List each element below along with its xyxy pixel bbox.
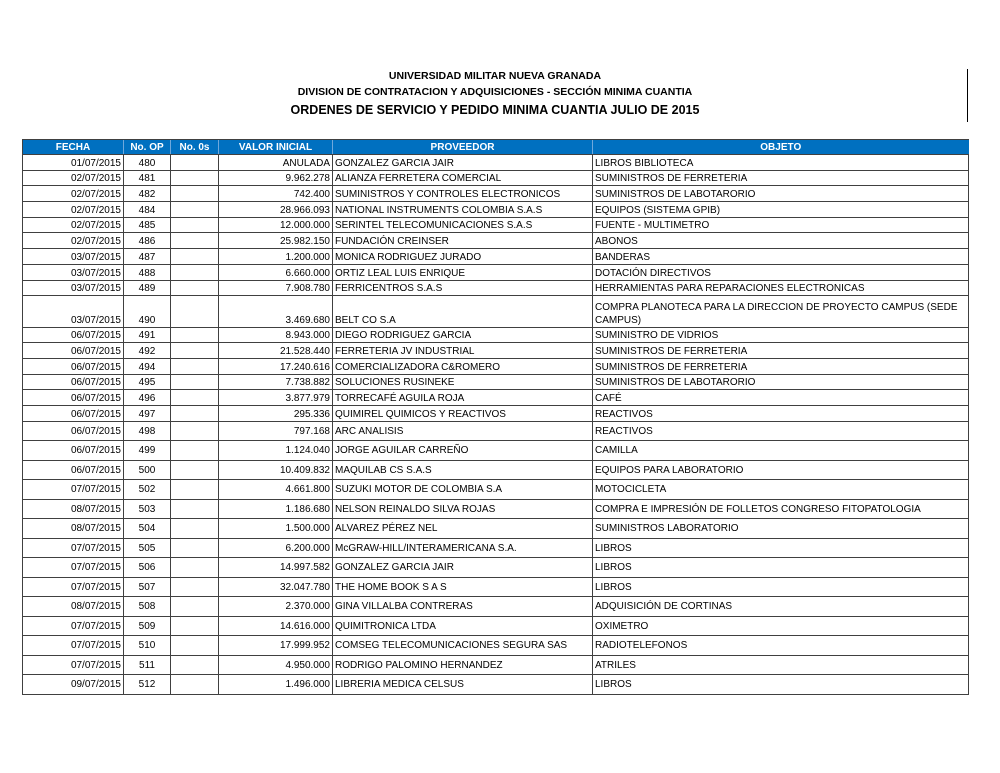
cell-os <box>171 616 219 636</box>
cell-op: 490 <box>124 296 171 328</box>
table-row <box>23 636 969 656</box>
table-row <box>23 538 969 558</box>
cell-objeto: LIBROS <box>593 538 969 558</box>
table-row <box>23 280 969 296</box>
cell-os <box>171 170 219 186</box>
cell-valor: 797.168 <box>219 421 333 441</box>
cell-objeto: SUMINISTROS DE LABOTARORIO <box>593 186 969 202</box>
table-row <box>23 406 969 422</box>
cell-fecha: 02/07/2015 <box>23 217 124 233</box>
cell-op: 503 <box>124 499 171 519</box>
cell-valor: 12.000.000 <box>219 217 333 233</box>
cell-objeto: LIBROS <box>593 675 969 695</box>
cell-proveedor: MAQUILAB CS S.A.S <box>333 460 593 480</box>
column-header-proveedor: PROVEEDOR <box>333 140 593 155</box>
table-body <box>23 155 969 695</box>
cell-os <box>171 186 219 202</box>
cell-valor: 10.409.832 <box>219 460 333 480</box>
cell-objeto: HERRAMIENTAS PARA REPARACIONES ELECTRONICAS <box>593 280 969 296</box>
cell-fecha: 09/07/2015 <box>23 675 124 695</box>
cell-fecha: 08/07/2015 <box>23 597 124 617</box>
table-row <box>23 616 969 636</box>
cell-objeto: FUENTE - MULTIMETRO <box>593 217 969 233</box>
cell-os <box>171 343 219 359</box>
cell-op: 511 <box>124 655 171 675</box>
cell-os <box>171 359 219 375</box>
cell-fecha: 02/07/2015 <box>23 202 124 218</box>
cell-op: 486 <box>124 233 171 249</box>
cell-op: 496 <box>124 390 171 406</box>
page-edge-divider <box>967 69 968 122</box>
table-row <box>23 186 969 202</box>
cell-objeto: ATRILES <box>593 655 969 675</box>
cell-fecha: 06/07/2015 <box>23 374 124 390</box>
cell-os <box>171 441 219 461</box>
cell-proveedor: ORTIZ LEAL LUIS ENRIQUE <box>333 264 593 280</box>
cell-valor: 14.616.000 <box>219 616 333 636</box>
institution-title: UNIVERSIDAD MILITAR NUEVA GRANADA <box>388 70 602 82</box>
report-title: ORDENES DE SERVICIO Y PEDIDO MINIMA CUANTIA JULIO DE 2015 <box>290 103 700 117</box>
cell-valor: 9.962.278 <box>219 170 333 186</box>
table-row <box>23 249 969 265</box>
cell-proveedor: GONZALEZ GARCIA JAIR <box>333 155 593 171</box>
cell-op: 481 <box>124 170 171 186</box>
cell-proveedor: ARC ANALISIS <box>333 421 593 441</box>
cell-valor: 742.400 <box>219 186 333 202</box>
table-row <box>23 655 969 675</box>
cell-valor: 25.982.150 <box>219 233 333 249</box>
cell-objeto: ADQUISICIÓN DE CORTINAS <box>593 597 969 617</box>
cell-proveedor: FERRETERIA JV INDUSTRIAL <box>333 343 593 359</box>
table-row <box>23 577 969 597</box>
cell-valor: 8.943.000 <box>219 327 333 343</box>
cell-valor: 2.370.000 <box>219 597 333 617</box>
cell-os <box>171 655 219 675</box>
cell-objeto: RADIOTELEFONOS <box>593 636 969 656</box>
cell-valor: 6.200.000 <box>219 538 333 558</box>
cell-op: 500 <box>124 460 171 480</box>
cell-fecha: 02/07/2015 <box>23 186 124 202</box>
cell-objeto: SUMINISTROS DE FERRETERIA <box>593 170 969 186</box>
cell-proveedor: SUMINISTROS Y CONTROLES ELECTRONICOS <box>333 186 593 202</box>
cell-proveedor: McGRAW-HILL/INTERAMERICANA S.A. <box>333 538 593 558</box>
cell-op: 482 <box>124 186 171 202</box>
column-header-fecha: FECHA <box>23 140 124 155</box>
table-row <box>23 558 969 578</box>
cell-valor: 14.997.582 <box>219 558 333 578</box>
cell-objeto: EQUIPOS (SISTEMA GPIB) <box>593 202 969 218</box>
cell-os <box>171 249 219 265</box>
table-row <box>23 343 969 359</box>
cell-op: 510 <box>124 636 171 656</box>
cell-valor: 7.738.882 <box>219 374 333 390</box>
table-row <box>23 155 969 171</box>
cell-valor: 17.999.952 <box>219 636 333 656</box>
cell-op: 498 <box>124 421 171 441</box>
cell-fecha: 07/07/2015 <box>23 616 124 636</box>
cell-valor: 4.661.800 <box>219 480 333 500</box>
cell-os <box>171 499 219 519</box>
table-row <box>23 217 969 233</box>
table-row <box>23 170 969 186</box>
table-row <box>23 264 969 280</box>
cell-op: 497 <box>124 406 171 422</box>
cell-objeto: EQUIPOS PARA LABORATORIO <box>593 460 969 480</box>
cell-proveedor: LIBRERIA MEDICA CELSUS <box>333 675 593 695</box>
cell-proveedor: ALVAREZ PÉREZ NEL <box>333 519 593 539</box>
cell-valor: 295.336 <box>219 406 333 422</box>
cell-op: 492 <box>124 343 171 359</box>
cell-valor: 6.660.000 <box>219 264 333 280</box>
cell-os <box>171 374 219 390</box>
column-header-no-os: No. 0s <box>171 140 219 155</box>
table-row <box>23 597 969 617</box>
cell-valor: 21.528.440 <box>219 343 333 359</box>
table-row <box>23 480 969 500</box>
cell-op: 494 <box>124 359 171 375</box>
table-row <box>23 359 969 375</box>
cell-valor: 3.877.979 <box>219 390 333 406</box>
cell-objeto: COMPRA PLANOTECA PARA LA DIRECCION DE PROYECTO CAMPUS (SEDE CAMPUS) <box>593 296 969 328</box>
cell-os <box>171 280 219 296</box>
cell-op: 504 <box>124 519 171 539</box>
cell-op: 512 <box>124 675 171 695</box>
cell-fecha: 08/07/2015 <box>23 499 124 519</box>
cell-objeto: REACTIVOS <box>593 406 969 422</box>
cell-os <box>171 636 219 656</box>
cell-op: 488 <box>124 264 171 280</box>
column-header-valor-inicial: VALOR INICIAL <box>219 140 333 155</box>
cell-objeto: SUMINISTROS LABORATORIO <box>593 519 969 539</box>
cell-objeto: SUMINISTROS DE FERRETERIA <box>593 359 969 375</box>
cell-fecha: 08/07/2015 <box>23 519 124 539</box>
cell-proveedor: FERRICENTROS S.A.S <box>333 280 593 296</box>
cell-op: 507 <box>124 577 171 597</box>
cell-op: 508 <box>124 597 171 617</box>
cell-valor: 28.966.093 <box>219 202 333 218</box>
cell-os <box>171 155 219 171</box>
cell-op: 499 <box>124 441 171 461</box>
cell-fecha: 07/07/2015 <box>23 577 124 597</box>
cell-op: 491 <box>124 327 171 343</box>
cell-os <box>171 296 219 328</box>
table-row <box>23 327 969 343</box>
cell-op: 505 <box>124 538 171 558</box>
cell-valor: 32.047.780 <box>219 577 333 597</box>
cell-os <box>171 327 219 343</box>
cell-op: 506 <box>124 558 171 578</box>
cell-valor: 1.124.040 <box>219 441 333 461</box>
cell-os <box>171 264 219 280</box>
cell-os <box>171 480 219 500</box>
cell-proveedor: QUIMIREL QUIMICOS Y REACTIVOS <box>333 406 593 422</box>
table-row <box>23 390 969 406</box>
cell-fecha: 07/07/2015 <box>23 480 124 500</box>
cell-proveedor: FUNDACIÓN CREINSER <box>333 233 593 249</box>
column-header-no-op: No. OP <box>124 140 171 155</box>
cell-objeto: SUMINISTROS DE LABOTARORIO <box>593 374 969 390</box>
table-row <box>23 519 969 539</box>
cell-fecha: 06/07/2015 <box>23 343 124 359</box>
cell-fecha: 07/07/2015 <box>23 538 124 558</box>
cell-os <box>171 390 219 406</box>
cell-valor: 7.908.780 <box>219 280 333 296</box>
cell-op: 502 <box>124 480 171 500</box>
cell-proveedor: ALIANZA FERRETERA COMERCIAL <box>333 170 593 186</box>
table-row <box>23 233 969 249</box>
cell-proveedor: SUZUKI MOTOR DE COLOMBIA S.A <box>333 480 593 500</box>
cell-objeto: LIBROS <box>593 577 969 597</box>
cell-proveedor: COMSEG TELECOMUNICACIONES SEGURA SAS <box>333 636 593 656</box>
table-row <box>23 202 969 218</box>
cell-valor: 4.950.000 <box>219 655 333 675</box>
cell-os <box>171 675 219 695</box>
cell-objeto: CAMILLA <box>593 441 969 461</box>
cell-objeto: BANDERAS <box>593 249 969 265</box>
cell-objeto: COMPRA E IMPRESIÓN DE FOLLETOS CONGRESO FITOPATOLOGIA <box>593 499 969 519</box>
table-row <box>23 296 969 328</box>
cell-proveedor: COMERCIALIZADORA C&ROMERO <box>333 359 593 375</box>
table-row <box>23 441 969 461</box>
column-header-objeto: OBJETO <box>593 140 969 155</box>
cell-proveedor: BELT CO S.A <box>333 296 593 328</box>
cell-valor: 1.200.000 <box>219 249 333 265</box>
cell-os <box>171 558 219 578</box>
cell-objeto: SUMINISTROS DE FERRETERIA <box>593 343 969 359</box>
cell-op: 480 <box>124 155 171 171</box>
table-row <box>23 499 969 519</box>
cell-os <box>171 577 219 597</box>
cell-proveedor: SERINTEL TELECOMUNICACIONES S.A.S <box>333 217 593 233</box>
cell-os <box>171 519 219 539</box>
cell-fecha: 06/07/2015 <box>23 406 124 422</box>
cell-fecha: 03/07/2015 <box>23 280 124 296</box>
cell-proveedor: RODRIGO PALOMINO HERNANDEZ <box>333 655 593 675</box>
cell-fecha: 06/07/2015 <box>23 441 124 461</box>
cell-proveedor: NATIONAL INSTRUMENTS COLOMBIA S.A.S <box>333 202 593 218</box>
cell-objeto: LIBROS BIBLIOTECA <box>593 155 969 171</box>
cell-os <box>171 460 219 480</box>
cell-objeto: LIBROS <box>593 558 969 578</box>
cell-fecha: 06/07/2015 <box>23 359 124 375</box>
cell-valor: 1.500.000 <box>219 519 333 539</box>
cell-objeto: SUMINISTRO DE VIDRIOS <box>593 327 969 343</box>
division-title: DIVISION DE CONTRATACION Y ADQUISICIONES - SECCIÓN MINIMA CUANTIA <box>297 86 693 98</box>
cell-os <box>171 597 219 617</box>
cell-op: 484 <box>124 202 171 218</box>
cell-valor: ANULADA <box>219 155 333 171</box>
table-header-row <box>23 140 969 155</box>
cell-proveedor: TORRECAFÉ AGUILA ROJA <box>333 390 593 406</box>
table-row <box>23 460 969 480</box>
cell-valor: 1.496.000 <box>219 675 333 695</box>
cell-op: 485 <box>124 217 171 233</box>
cell-os <box>171 233 219 249</box>
cell-objeto: CAFÉ <box>593 390 969 406</box>
cell-op: 487 <box>124 249 171 265</box>
cell-fecha: 03/07/2015 <box>23 249 124 265</box>
cell-fecha: 06/07/2015 <box>23 460 124 480</box>
cell-objeto: DOTACIÓN DIRECTIVOS <box>593 264 969 280</box>
cell-fecha: 03/07/2015 <box>23 296 124 328</box>
cell-fecha: 01/07/2015 <box>23 155 124 171</box>
table-row <box>23 675 969 695</box>
cell-proveedor: SOLUCIONES RUSINEKE <box>333 374 593 390</box>
cell-proveedor: JORGE AGUILAR CARREÑO <box>333 441 593 461</box>
table-row <box>23 421 969 441</box>
cell-objeto: OXIMETRO <box>593 616 969 636</box>
cell-os <box>171 421 219 441</box>
table-row <box>23 374 969 390</box>
cell-proveedor: THE HOME BOOK S A S <box>333 577 593 597</box>
cell-proveedor: QUIMITRONICA LTDA <box>333 616 593 636</box>
cell-fecha: 07/07/2015 <box>23 655 124 675</box>
cell-proveedor: MONICA RODRIGUEZ JURADO <box>333 249 593 265</box>
cell-op: 489 <box>124 280 171 296</box>
cell-valor: 17.240.616 <box>219 359 333 375</box>
cell-valor: 1.186.680 <box>219 499 333 519</box>
cell-os <box>171 406 219 422</box>
cell-fecha: 02/07/2015 <box>23 170 124 186</box>
cell-proveedor: NELSON REINALDO SILVA ROJAS <box>333 499 593 519</box>
cell-fecha: 07/07/2015 <box>23 558 124 578</box>
cell-op: 495 <box>124 374 171 390</box>
cell-fecha: 03/07/2015 <box>23 264 124 280</box>
cell-proveedor: DIEGO RODRIGUEZ GARCIA <box>333 327 593 343</box>
cell-fecha: 06/07/2015 <box>23 327 124 343</box>
cell-os <box>171 538 219 558</box>
orders-table <box>22 139 969 695</box>
cell-valor: 3.469.680 <box>219 296 333 328</box>
cell-fecha: 07/07/2015 <box>23 636 124 656</box>
cell-os <box>171 217 219 233</box>
cell-proveedor: GONZALEZ GARCIA JAIR <box>333 558 593 578</box>
cell-objeto: ABONOS <box>593 233 969 249</box>
cell-os <box>171 202 219 218</box>
cell-fecha: 06/07/2015 <box>23 421 124 441</box>
cell-fecha: 06/07/2015 <box>23 390 124 406</box>
cell-op: 509 <box>124 616 171 636</box>
cell-objeto: REACTIVOS <box>593 421 969 441</box>
cell-fecha: 02/07/2015 <box>23 233 124 249</box>
cell-objeto: MOTOCICLETA <box>593 480 969 500</box>
cell-proveedor: GINA VILLALBA CONTRERAS <box>333 597 593 617</box>
